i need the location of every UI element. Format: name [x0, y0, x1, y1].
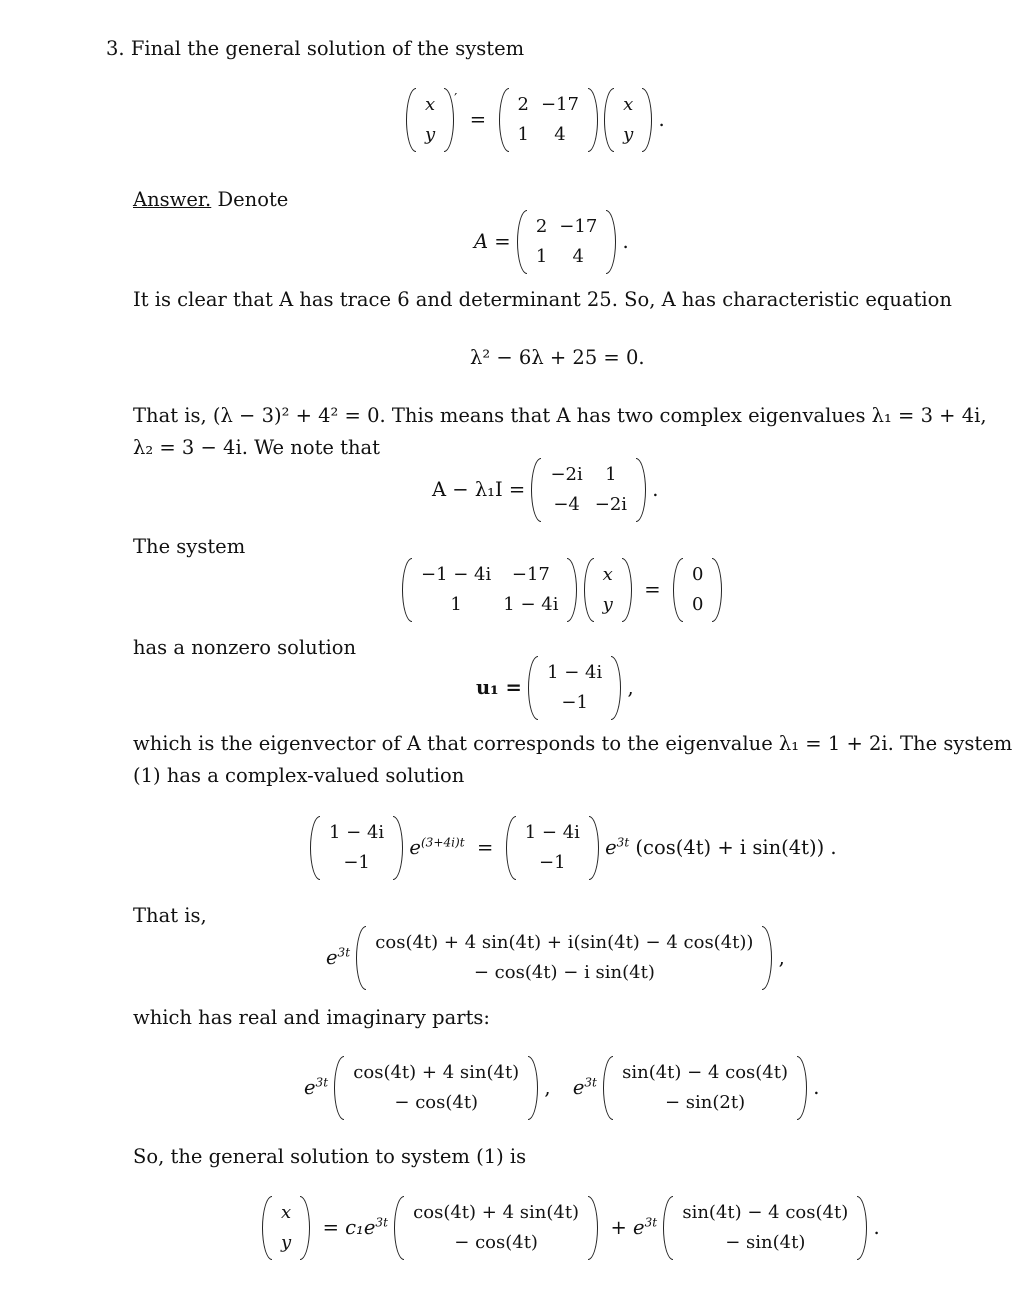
problem-statement	[106, 33, 524, 65]
xy-vector: x y	[406, 90, 454, 150]
real-imag-parts: $e^{3t}$ cos(4t) + 4 sin(4t) − cos(4t) , $e^{3t}$ sin(4t) − 4 cos(4t) − sin(2t) .	[304, 1058, 819, 1118]
eigenvector-paragraph-1: which is the eigenvector of A that corresponds to the eigenvalue λ₁ = 1 + 2i. The system	[133, 732, 1013, 755]
problem-text: Final the general solution of the system	[130, 37, 525, 60]
answer-heading: Answer. Denote	[133, 188, 289, 211]
complex-solution-equation: 1 − 4i −1 $e^{(3+4i)t}$ = 1 − 4i −1 $e^{3t}$ (cos(4t) + i sin(4t)) .	[310, 818, 837, 878]
eigenvector-u1: u₁ = 1 − 4i −1 ,	[476, 658, 634, 718]
xy-vector: x y	[604, 90, 652, 150]
trace-paragraph: It is clear that A has trace 6 and determinant 25. So, A has characteristic equation	[133, 288, 952, 311]
matrix-A: 2 −17 1 4	[499, 90, 598, 150]
problem-number: 3.	[106, 37, 125, 60]
nonzero-solution-label: has a nonzero solution	[133, 636, 357, 659]
that-is-label: That is,	[133, 904, 207, 927]
vector-imag-part-final: sin(4t) − 4 cos(4t) − sin(4t)	[663, 1198, 867, 1258]
eigenvector-paragraph-2: (1) has a complex-valued solution	[133, 764, 465, 787]
vector-imag-part: sin(4t) − 4 cos(4t) − sin(2t)	[603, 1058, 807, 1118]
vector-real-part: cos(4t) + 4 sin(4t) − cos(4t)	[394, 1198, 598, 1258]
xy-vector: x y	[584, 560, 632, 620]
vector-real-part: cos(4t) + 4 sin(4t) − cos(4t)	[334, 1058, 538, 1118]
vector-complex: cos(4t) + 4 sin(4t) + i(sin(4t) − 4 cos(4t)) − cos(4t) − i sin(4t)	[356, 928, 772, 988]
vector-u1: 1 − 4i −1	[506, 818, 599, 878]
homogeneous-system: −1 − 4i −17 1 1 − 4i x y = 0 0	[402, 560, 722, 620]
answer-label: Answer.	[133, 188, 212, 211]
characteristic-equation: λ² − 6λ + 25 = 0.	[470, 346, 645, 369]
definition-A: A = 2 −17 1 4 .	[474, 212, 629, 272]
general-solution-label: So, the general solution to system (1) is	[133, 1145, 527, 1168]
zero-vector: 0 0	[673, 560, 722, 620]
xy-vector: x y	[262, 1198, 310, 1258]
system-equation: x y ′ = 2 −17 1 4 x y .	[406, 90, 665, 150]
real-imag-label: which has real and imaginary parts:	[133, 1006, 490, 1029]
matrix-A: 2 −17 1 4	[517, 212, 616, 272]
matrix-system: −1 − 4i −17 1 1 − 4i	[402, 560, 577, 620]
complex-expanded-solution: $e^{3t}$ cos(4t) + 4 sin(4t) + i(sin(4t) − 4 cos(4t)) − cos(4t) − i sin(4t) ,	[326, 928, 785, 988]
matrix-A-minus-lambda1: −2i 1 −4 −2i	[531, 460, 646, 520]
eigenvalue-paragraph-2: λ₂ = 3 − 4i. We note that	[133, 436, 381, 459]
vector-u1: 1 − 4i −1	[528, 658, 621, 718]
vector-u1: 1 − 4i −1	[310, 818, 403, 878]
A-minus-lambda-equation: A − λ₁I = −2i 1 −4 −2i .	[432, 460, 658, 520]
eigenvalue-paragraph-1: That is, (λ − 3)² + 4² = 0. This means that A has two complex eigenvalues λ₁ = 3 + 4i,	[133, 404, 987, 427]
the-system-label: The system	[133, 535, 246, 558]
general-solution-equation: x y = $c_1e^{3t}$ cos(4t) + 4 sin(4t) − cos(4t) + $e^{3t}$ sin(4t) − 4 cos(4t) − sin(4t) .	[262, 1198, 880, 1258]
